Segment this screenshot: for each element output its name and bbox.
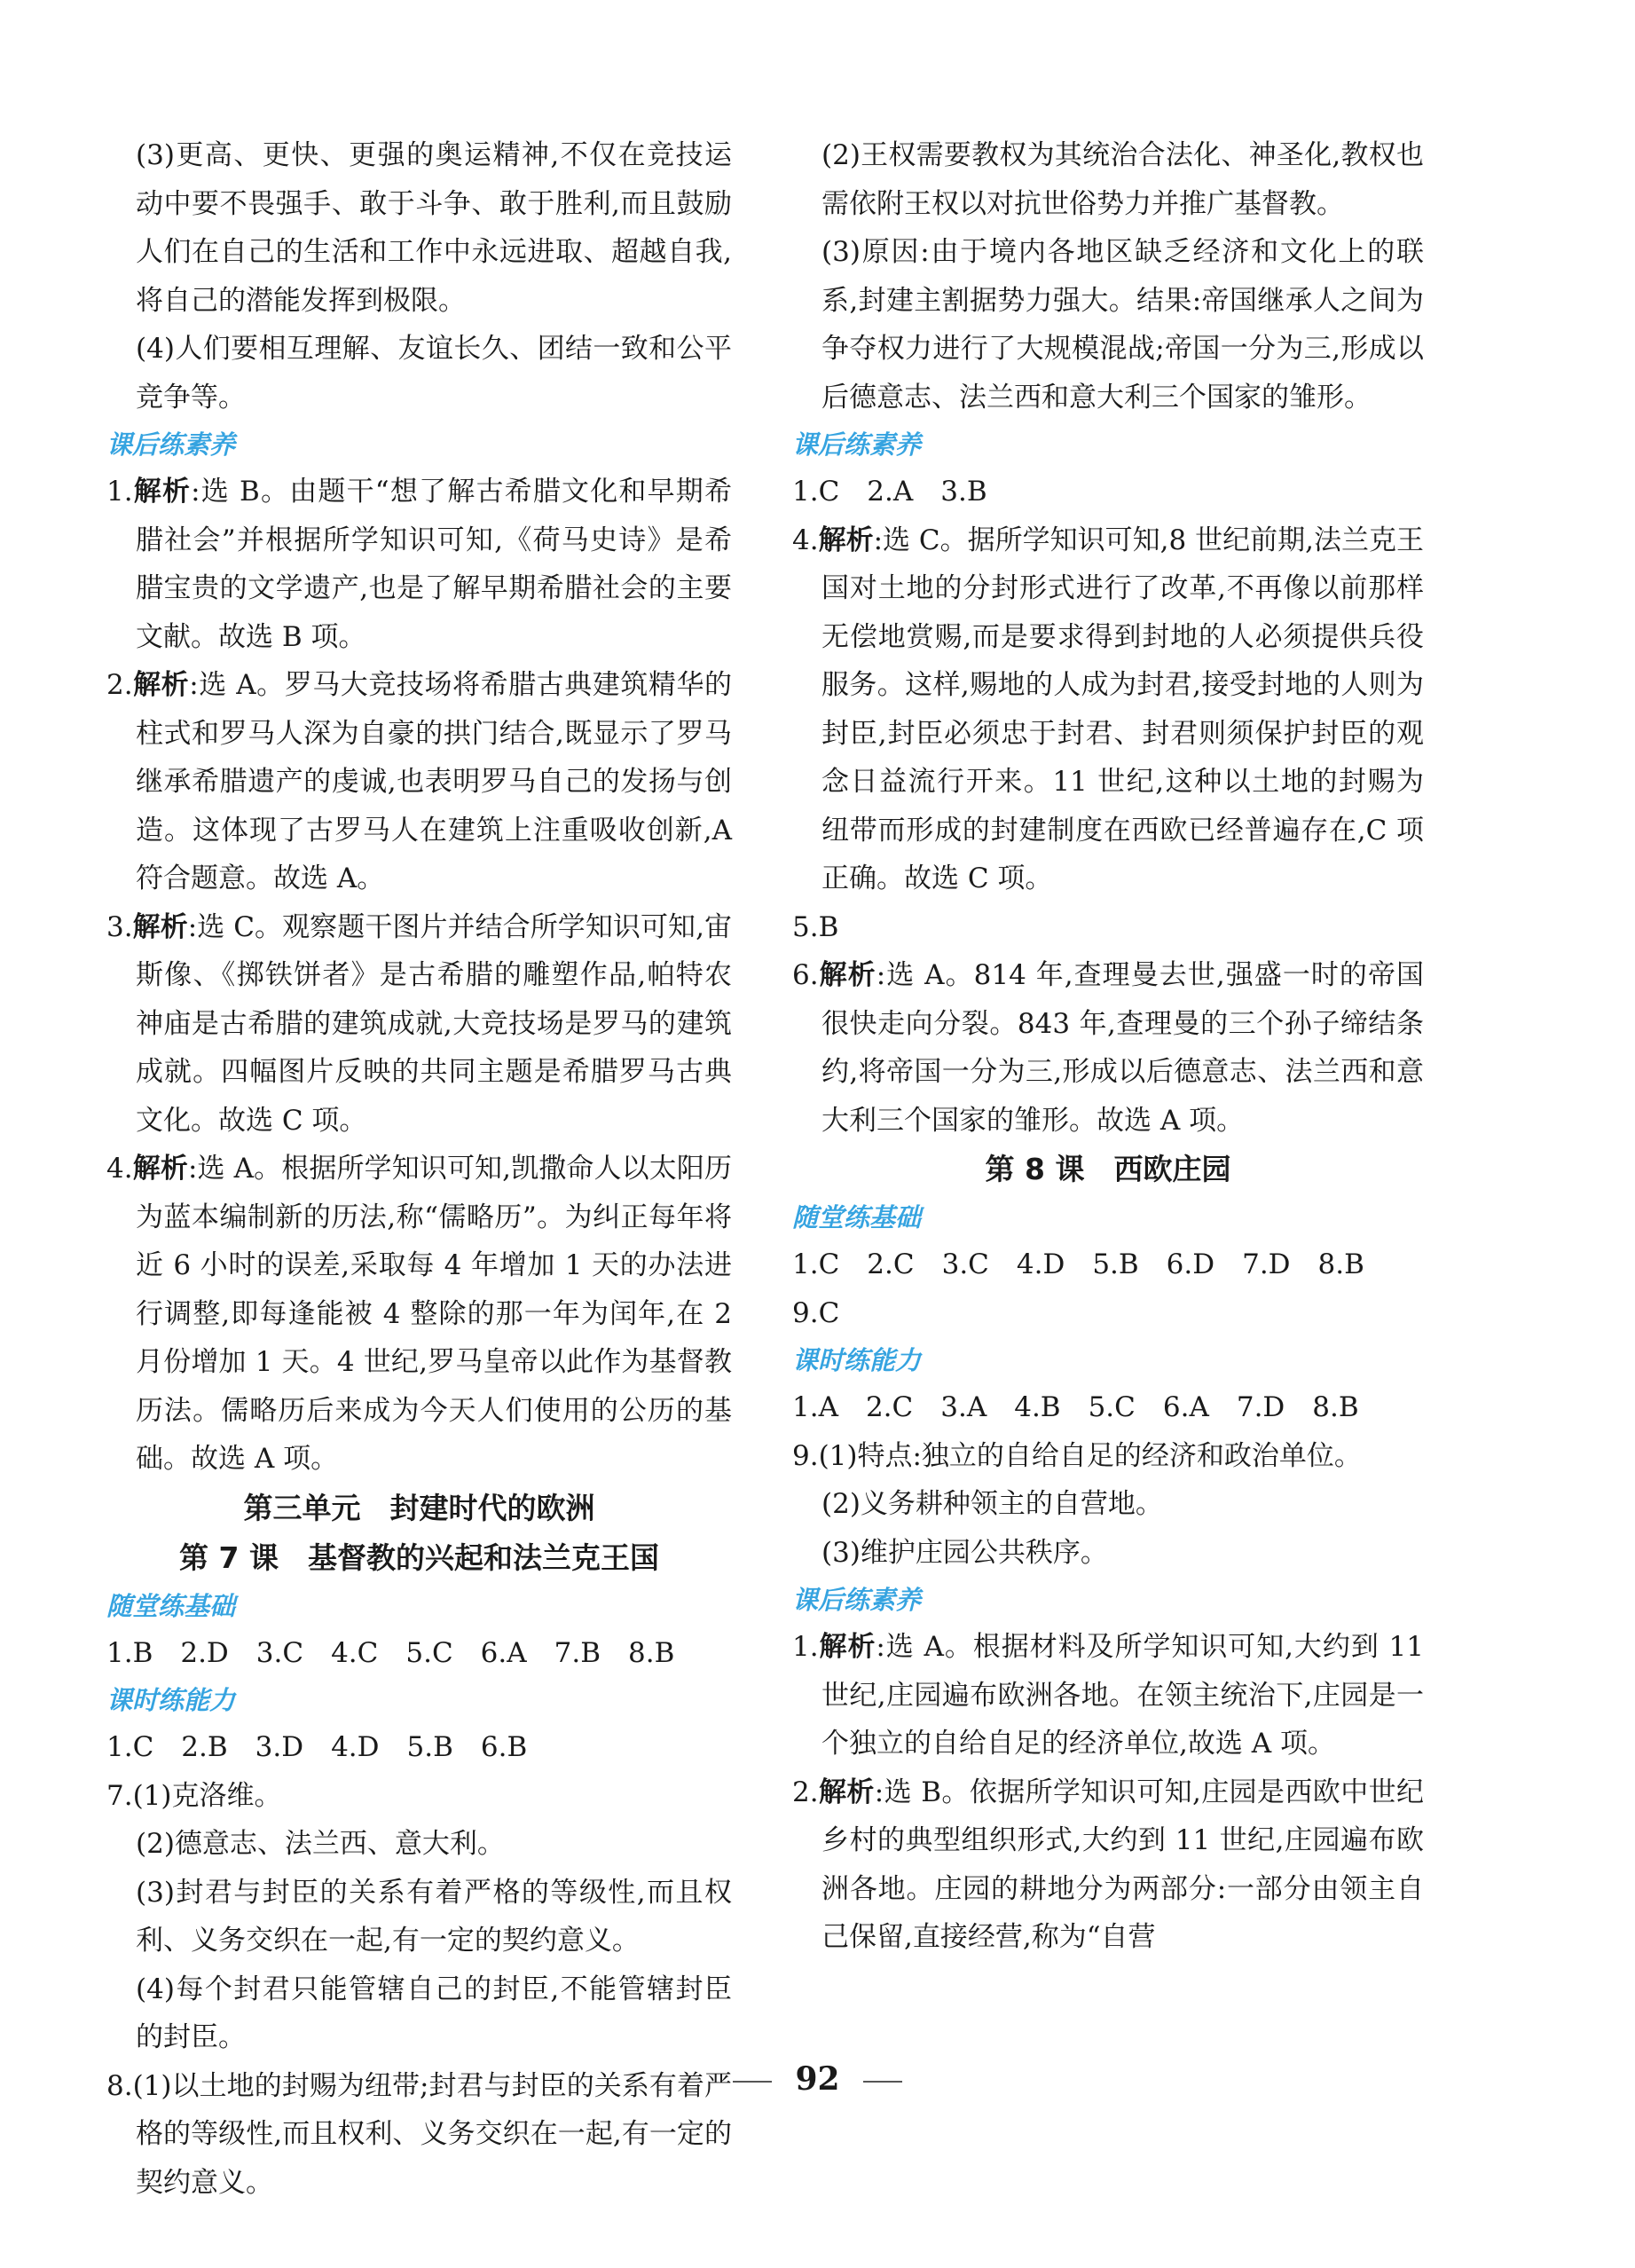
lesson-heading: 第 8 课 西欧庄园 <box>985 1152 1231 1186</box>
answer-item: 1.解析:选 B。由题干“想了解古希腊文化和早期希腊社会”并根据所学知识可知,《荷马史诗》是希腊宝贵的文学遗产,也是了解早期希腊社会的主要文献。故选 B 项。 <box>106 476 732 653</box>
answer-item: 9.(1)特点:独立的自给自足的经济和政治单位。 <box>792 1439 1362 1472</box>
answer-item: (4)每个封君只能管辖自己的封臣,不能管辖封臣的封臣。 <box>136 1973 732 2053</box>
divider <box>863 2081 902 2083</box>
answer-list: 1.A 2.C 3.A 4.B 5.C 6.A 7.D 8.B <box>792 1391 1359 1423</box>
section-tag: 课时练能力 <box>106 1685 236 1715</box>
answer-item: 3.解析:选 C。观察题干图片并结合所学知识可知,宙斯像、《掷铁饼者》是古希腊的雕塑作品,帕特农神庙是古希腊的建筑成就,大竞技场是罗马的建筑成就。四幅图片反映的共同主题是希腊罗马古典文化。故选 C 项。 <box>106 910 733 1137</box>
unit-heading: 第三单元 封建时代的欧洲 <box>243 1490 595 1525</box>
answer-item: 8.(1)以土地的封赐为纽带;封君与封臣的关系有着严格的等级性,而且权利、义务交织在一起,有一定的契约意义。 <box>106 2069 732 2199</box>
page-number: 92 <box>795 2060 840 2098</box>
paragraph: (3)更高、更快、更强的奥运精神,不仅在竞技运动中要不畏强手、敢于斗争、敢于胜利,而且鼓励人们在自己的生活和工作中永远进取、超越自我,将自己的潜能发挥到极限。 <box>136 139 732 317</box>
right-column <box>792 131 1424 1962</box>
answer-item: (2)德意志、法兰西、意大利。 <box>136 1828 505 1860</box>
answer-item: 7.(1)克洛维。 <box>106 1779 282 1812</box>
answer-item: 1.解析:选 A。根据材料及所学知识可知,大约到 11 世纪,庄园遍布欧洲各地。在领主统治下,庄园是一个独立的自给自足的经济单位,故选 A 项。 <box>792 1631 1425 1760</box>
page-footer <box>0 2060 1635 2098</box>
left-column <box>106 131 732 2207</box>
answer-list: 9.C <box>792 1296 840 1329</box>
section-tag: 课后练素养 <box>792 1585 922 1615</box>
section-tag: 课后练素养 <box>106 429 236 460</box>
divider <box>733 2081 772 2083</box>
lesson-heading: 第 7 课 基督教的兴起和法兰克王国 <box>179 1540 659 1575</box>
answer-item: (2)义务耕种领主的自营地。 <box>821 1488 1163 1520</box>
answer-item: (3)维护庄园公共秩序。 <box>821 1536 1108 1569</box>
answer-item: 4.解析:选 C。据所学知识可知,8 世纪前期,法兰克王国对土地的分封形式进行了改革,不再像以前那样无偿地赏赐,而是要求得到封地的人必须提供兵役服务。这样,赐地的人成为封君,接受封地的人则为封臣,封臣必须忠于封君、封君则须保护封臣的观念日益流行开来。11 世纪,这种以土地的封赐为纽带而形成的封建制度在西欧已经普遍存在,C 项正确。故选 C 项。 <box>792 524 1424 894</box>
answer-item: 2.解析:选 A。罗马大竞技场将希腊古典建筑精华的柱式和罗马人深为自豪的拱门结合,既显示了罗马继承希腊遗产的虔诚,也表明罗马自己的发扬与创造。这体现了古罗马人在建筑上注重吸收创新,A 符合题意。故选 A。 <box>106 669 733 894</box>
paragraph: (2)王权需要教权为其统治合法化、神圣化,教权也需依附王权以对抗世俗势力并推广基督教。 <box>821 139 1424 220</box>
paragraph: (4)人们要相互理解、友谊长久、团结一致和公平竞争等。 <box>136 333 732 413</box>
answer-list: 1.C 2.B 3.D 4.D 5.B 6.B <box>106 1731 528 1763</box>
answer-item: 2.解析:选 B。依据所学知识可知,庄园是西欧中世纪乡村的典型组织形式,大约到 11 世纪,庄园遍布欧洲各地。庄园的耕地分为两部分:一部分由领主自己保留,直接经营,称为“自营 <box>792 1776 1424 1953</box>
section-tag: 课时练能力 <box>792 1345 922 1375</box>
answer-item: 4.解析:选 A。根据所学知识可知,凯撒命人以太阳历为蓝本编制新的历法,称“儒略历”。为纠正每年将近 6 小时的误差,采取每 4 年增加 1 天的办法进行调整,即每逢能被 4 整除的那一年为闰年,在 2 月份增加 1 天。4 世纪,罗马皇帝以此作为基督教历法。儒略历后来成为今天人们使用的公历的基础。故选 A 项。 <box>106 1153 732 1475</box>
answer-list: 1.B 2.D 3.C 4.C 5.C 6.A 7.B 8.B <box>106 1636 675 1669</box>
answer-list: 1.C 2.C 3.C 4.D 5.B 6.D 7.D 8.B <box>792 1248 1364 1280</box>
section-tag: 随堂练基础 <box>106 1590 236 1621</box>
answer-item: (3)封君与封臣的关系有着严格的等级性,而且权利、义务交织在一起,有一定的契约意义。 <box>136 1876 732 1957</box>
answer-list: 5.B <box>792 910 839 943</box>
answer-list: 1.C 2.A 3.B <box>792 476 987 508</box>
section-tag: 课后练素养 <box>792 429 922 460</box>
section-tag: 随堂练基础 <box>792 1202 922 1232</box>
paragraph: (3)原因:由于境内各地区缺乏经济和文化上的联系,封建主割据势力强大。结果:帝国继承人之间为争夺权力进行了大规模混战;帝国一分为三,形成以后德意志、法兰西和意大利三个国家的雏形。 <box>821 236 1424 413</box>
answer-item: 6.解析:选 A。814 年,查理曼去世,强盛一时的帝国很快走向分裂。843 年,查理曼的三个孙子缔结条约,将帝国一分为三,形成以后德意志、法兰西和意大利三个国家的雏形。故选 A 项。 <box>792 959 1425 1137</box>
